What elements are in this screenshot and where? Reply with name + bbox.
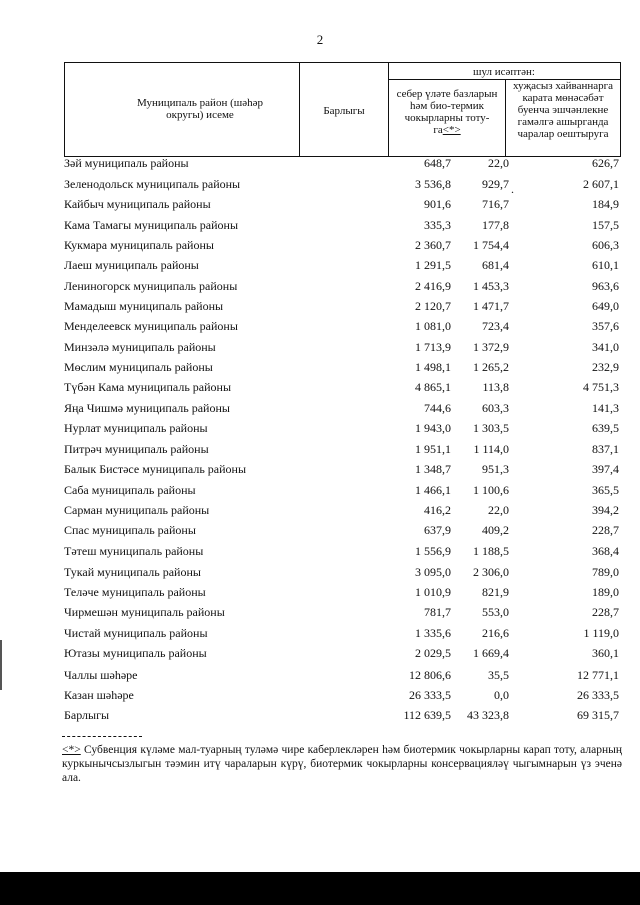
table-row [64,418,619,438]
cell-name: Тәтеш муниципаль районы [64,544,204,558]
table-row [64,357,619,377]
cell-a: 177,8 [482,218,509,232]
cell-b: 4 751,3 [583,380,619,394]
table-row [64,235,619,255]
cell-total: 1 556,9 [415,544,451,558]
cell-b: 626,7 [592,156,619,170]
cell-a: 1 754,4 [473,238,509,252]
cell-a: 43 323,8 [467,708,509,722]
footnote-ref-marker: <*> [442,124,461,136]
header-group-label: шул исәптән: [473,66,535,78]
table-row [64,665,619,685]
cell-total: 1 951,1 [415,442,451,456]
stray-mark: . [511,182,514,196]
footnote-marker: <*> [62,744,81,756]
cell-a: 1 303,5 [473,421,509,435]
cell-a: 951,3 [482,462,509,476]
cell-name: Саба муниципаль районы [64,483,196,497]
cell-name: Теләче муниципаль районы [64,585,206,599]
cell-total: 4 865,1 [415,380,451,394]
table-row [64,276,619,296]
footnote [62,743,622,785]
cell-b: 394,2 [592,503,619,517]
cell-b: 2 607,1 [583,177,619,191]
header-divider-3 [505,79,506,156]
cell-a: 1 114,0 [473,442,509,456]
scan-edge-mark [0,640,2,690]
cell-name: Тукай муниципаль районы [64,565,201,579]
cell-name: Кукмара муниципаль районы [64,238,214,252]
cell-name: Мамадыш муниципаль районы [64,299,224,313]
cell-a: 716,7 [482,197,509,211]
cell-a: 409,2 [482,523,509,537]
cell-name: Чаллы шәһәре [64,668,138,682]
cell-a: 1 100,6 [473,483,509,497]
cell-total: 637,9 [424,523,451,537]
table-row [64,194,619,214]
header-col-name: Муниципаль район (шәһәр округы) исеме [137,97,263,121]
cell-total: 3 536,8 [415,177,451,191]
cell-b: 357,6 [592,319,619,333]
cell-b: 360,1 [592,646,619,660]
table-row [64,296,619,316]
cell-b: 189,0 [592,585,619,599]
cell-a: 1 372,9 [473,340,509,354]
header-col-a [394,88,500,136]
cell-a: 22,0 [488,156,509,170]
cell-total: 2 120,7 [415,299,451,313]
cell-name: Яңа Чишмә муниципаль районы [64,401,230,415]
cell-b: 789,0 [592,565,619,579]
cell-name: Минзәлә муниципаль районы [64,340,216,354]
cell-name: Казан шәһәре [64,688,134,702]
cell-a: 216,6 [482,626,509,640]
cell-a: 1 265,2 [473,360,509,374]
cell-b: 228,7 [592,605,619,619]
table-row [64,398,619,418]
cell-total: 2 029,5 [415,646,451,660]
cell-name: Лениногорск муниципаль районы [64,279,238,293]
cell-total: 112 639,5 [403,708,451,722]
cell-name: Түбән Кама муниципаль районы [64,380,232,394]
cell-name: Сарман муниципаль районы [64,503,210,517]
cell-name: Нурлат муниципаль районы [64,421,208,435]
cell-a: 821,9 [482,585,509,599]
page-number: 2 [316,32,324,47]
cell-total: 1 335,6 [415,626,451,640]
table-row [64,255,619,275]
cell-a: 1 669,4 [473,646,509,660]
cell-b: 365,5 [592,483,619,497]
cell-name: Зеленодольск муниципаль районы [64,177,241,191]
cell-b: 184,9 [592,197,619,211]
cell-a: 681,4 [482,258,509,272]
cell-b: 228,7 [592,523,619,537]
cell-name: Питрәч муниципаль районы [64,442,209,456]
cell-total: 26 333,5 [409,688,451,702]
cell-a: 22,0 [488,503,509,517]
cell-name: Чирмешән муниципаль районы [64,605,225,619]
cell-b: 397,4 [592,462,619,476]
cell-b: 368,4 [592,544,619,558]
cell-a: 2 306,0 [473,565,509,579]
cell-name: Барлыгы [64,708,110,722]
cell-a: 1 188,5 [473,544,509,558]
table-row [64,643,619,663]
table-row [64,480,619,500]
cell-total: 744,6 [424,401,451,415]
cell-total: 901,6 [424,197,451,211]
table-row [64,623,619,643]
cell-b: 341,0 [592,340,619,354]
cell-total: 1 466,1 [415,483,451,497]
table-row-total [64,705,619,725]
cell-a: 1 453,3 [473,279,509,293]
cell-a: 35,5 [488,668,509,682]
cell-a: 553,0 [482,605,509,619]
cell-name: Кайбыч муниципаль районы [64,197,211,211]
table-row [64,316,619,336]
table-row [64,439,619,459]
table-row [64,520,619,540]
cell-total: 781,7 [424,605,451,619]
footnote-rule [62,736,142,737]
header-col-a-text: себер үләте базларын һәм био-термик чокырларны тоту- [396,88,498,124]
table-row [64,562,619,582]
cell-b: 26 333,5 [577,688,619,702]
table-row [64,153,619,173]
cell-a: 723,4 [482,319,509,333]
cell-name: Лаеш муниципаль районы [64,258,199,272]
cell-b: 141,3 [592,401,619,415]
table-row [64,174,619,194]
cell-total: 1 081,0 [415,319,451,333]
cell-total: 648,7 [424,156,451,170]
cell-b: 649,0 [592,299,619,313]
cell-name: Мөслим муниципаль районы [64,360,213,374]
cell-total: 1 291,5 [415,258,451,272]
cell-total: 3 095,0 [415,565,451,579]
cell-name: Ютазы муниципаль районы [64,646,207,660]
cell-total: 1 010,9 [415,585,451,599]
table-row [64,377,619,397]
table-row [64,500,619,520]
cell-b: 639,5 [592,421,619,435]
header-col-b: хуҗасыз хайваннарга карата мөнәсәбәт буенча эшчәнлекне гамәлгә ашырганда чаралар оештыруга [512,80,614,140]
footnote-text: Субвенция күләме мал-туарның туләмә чире каберлекләрен һәм биотермик чокырларны карап тоту, аларның куркынычсызлыгын тәэмин итү чараларын күрү, биотермик чокырларны консервацияләү чыгымнарын үз эченә ала. [62,744,622,784]
table-row [64,459,619,479]
cell-name: Кама Тамагы муниципаль районы [64,218,239,232]
cell-a: 113,8 [482,380,509,394]
cell-name: Зәй муниципаль районы [64,156,189,170]
cell-name: Менделеевск муниципаль районы [64,319,238,333]
cell-b: 232,9 [592,360,619,374]
cell-total: 2 416,9 [415,279,451,293]
table-row [64,685,619,705]
cell-b: 606,3 [592,238,619,252]
cell-total: 1 498,1 [415,360,451,374]
cell-total: 335,3 [424,218,451,232]
cell-b: 963,6 [592,279,619,293]
cell-total: 2 360,7 [415,238,451,252]
header-col-a-tail: га [433,124,443,136]
cell-total: 416,2 [424,503,451,517]
cell-a: 603,3 [482,401,509,415]
table-row [64,337,619,357]
cell-total: 1 713,9 [415,340,451,354]
cell-b: 610,1 [592,258,619,272]
cell-b: 1 119,0 [583,626,619,640]
cell-total: 1 943,0 [415,421,451,435]
cell-name: Чистай муниципаль районы [64,626,208,640]
header-col-total: Барлыгы [323,105,365,117]
cell-a: 929,7 [482,177,509,191]
cell-total: 12 806,6 [409,668,451,682]
table-row [64,541,619,561]
table-row [64,215,619,235]
cell-a: 1 471,7 [473,299,509,313]
cell-b: 69 315,7 [577,708,619,722]
cell-b: 837,1 [592,442,619,456]
cell-name: Спас муниципаль районы [64,523,196,537]
cell-total: 1 348,7 [415,462,451,476]
cell-a: 0,0 [494,688,509,702]
scan-bottom-bar [0,872,640,905]
table-row [64,582,619,602]
cell-b: 12 771,1 [577,668,619,682]
cell-b: 157,5 [592,218,619,232]
cell-name: Балык Бистәсе муниципаль районы [64,462,247,476]
table-row [64,602,619,622]
